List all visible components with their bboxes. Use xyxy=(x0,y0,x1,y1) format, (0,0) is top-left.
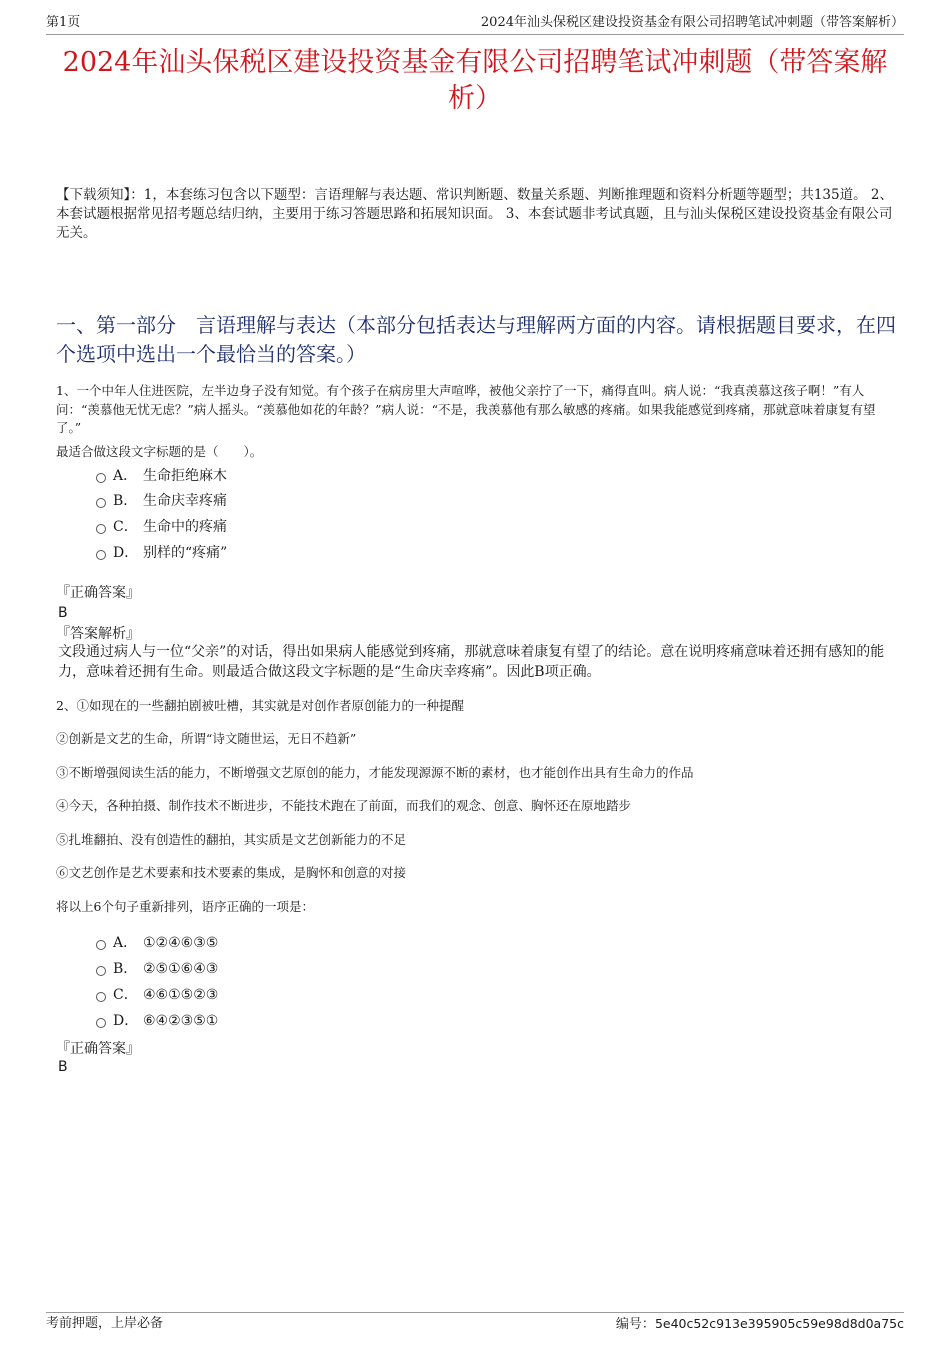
option-text: ④⑥①⑤②③ xyxy=(143,987,219,1003)
header-doc-title: 2024年汕头保税区建设投资基金有限公司招聘笔试冲刺题（带答案解析） xyxy=(480,15,904,30)
q2-option-a[interactable] xyxy=(96,933,218,953)
q1-option-c[interactable] xyxy=(96,517,227,537)
radio-icon[interactable] xyxy=(96,992,106,1002)
radio-icon[interactable] xyxy=(96,940,106,950)
q1-answer-label: 『正确答案』 xyxy=(56,585,140,601)
footer-code xyxy=(616,1315,904,1334)
document-title: 2024年汕头保税区建设投资基金有限公司招聘笔试冲刺题（带答案解析） xyxy=(62,47,888,114)
radio-icon[interactable] xyxy=(96,524,106,534)
section-title: 一、第一部分 言语理解与表达（本部分包括表达与理解两方面的内容。请根据题目要求，在四个选项中选出一个最恰当的答案。） xyxy=(56,313,896,366)
radio-icon[interactable] xyxy=(96,966,106,976)
q1-option-b[interactable] xyxy=(96,491,227,511)
q2-option-d[interactable] xyxy=(96,1011,218,1031)
radio-icon[interactable] xyxy=(96,473,106,483)
option-text: 生命拒绝麻木 xyxy=(143,468,227,484)
q1-analysis-label: 『答案解析』 xyxy=(56,626,140,642)
q2-sentence-5: ⑤扎堆翻拍、没有创造性的翻拍，其实质是文艺创新能力的不足 xyxy=(56,832,407,847)
q2-sentence-2: ②创新是文艺的生命，所谓“诗文随世运，无日不趋新” xyxy=(56,731,357,746)
option-letter: B． xyxy=(113,961,138,977)
radio-icon[interactable] xyxy=(96,550,106,560)
footer-code-value: 5e40c52c913e395905c59e98d8d0a75c xyxy=(654,1316,904,1331)
download-notice: 【下载须知】：1，本套练习包含以下题型：言语理解与表达题、常识判断题、数量关系题、判断推理题和资料分析题等题型；共135道。 2、本套试题根据常见招考题总结归纳，主要用于练习答题思路和拓展知识面。 3、本套试题非考试真题，且与汕头保税区建设投资基金有限公司无关。 xyxy=(56,187,893,241)
radio-icon[interactable] xyxy=(96,498,106,508)
option-letter: A． xyxy=(113,935,138,951)
q1-stem: 1、一个中年人住进医院，左半边身子没有知觉。有个孩子在病房里大声喧哗，被他父亲拧了一下，痛得直叫。病人说：“我真羡慕这孩子啊！”有人问：“羡慕他无忧无虑？”病人摇头。“羡慕他如花的年龄？”病人说：“不是，我羡慕他有那么敏感的疼痛。如果我能感觉到疼痛，那就意味着康复有望了。” xyxy=(56,383,876,435)
option-text: ⑥④②③⑤① xyxy=(143,1013,219,1029)
q2-option-b[interactable] xyxy=(96,959,218,979)
option-letter: A． xyxy=(113,468,138,484)
option-letter: D． xyxy=(113,1013,139,1029)
option-letter: D． xyxy=(113,545,139,561)
option-text: 生命中的疼痛 xyxy=(143,519,227,535)
option-text: 别样的“疼痛” xyxy=(143,545,228,561)
page-number: 第1页 xyxy=(46,15,81,30)
q2-sentence-1: 2、①如现在的一些翻拍剧被吐槽，其实就是对创作者原创能力的一种提醒 xyxy=(56,698,464,713)
q2-sentence-3: ③不断增强阅读生活的能力，不断增强文艺原创的能力，才能发现源源不断的素材，也才能创作出具有生命力的作品 xyxy=(56,765,694,780)
q2-prompt: 将以上6个句子重新排列，语序正确的一项是： xyxy=(56,899,314,914)
q2-sentence-6: ⑥文艺创作是艺术要素和技术要素的集成，是胸怀和创意的对接 xyxy=(56,865,407,880)
footer-slogan: 考前押题，上岸必备 xyxy=(46,1316,164,1331)
footer-code-label: 编号： xyxy=(615,1317,655,1332)
option-letter: C． xyxy=(113,519,138,535)
option-text: ①②④⑥③⑤ xyxy=(143,935,219,951)
option-letter: B． xyxy=(113,493,138,509)
option-text: 生命庆幸疼痛 xyxy=(143,493,227,509)
q2-option-c[interactable] xyxy=(96,985,218,1005)
q2-sentence-4: ④今天，各种拍摄、制作技术不断进步，不能技术跑在了前面，而我们的观念、创意、胸怀还在原地踏步 xyxy=(56,798,632,813)
radio-icon[interactable] xyxy=(96,1018,106,1028)
q1-answer: B xyxy=(58,605,68,621)
q2-answer-label: 『正确答案』 xyxy=(56,1041,140,1057)
option-text: ②⑤①⑥④③ xyxy=(143,961,219,977)
q1-prompt: 最适合做这段文字标题的是（ ）。 xyxy=(56,444,263,459)
q1-option-a[interactable] xyxy=(96,466,227,486)
q1-analysis: 文段通过病人与一位“父亲”的对话，得出如果病人能感觉到疼痛，那就意味着康复有望了的结论。意在说明疼痛意味着还拥有感知的能力，意味着还拥有生命。则最适合做这段文字标题的是“生命庆幸疼痛”。因此B项正确。 xyxy=(58,644,885,680)
q1-option-d[interactable] xyxy=(96,543,227,563)
page-footer xyxy=(46,1312,904,1337)
q2-answer: B xyxy=(58,1059,68,1075)
option-letter: C． xyxy=(113,987,138,1003)
page-header xyxy=(46,14,904,35)
